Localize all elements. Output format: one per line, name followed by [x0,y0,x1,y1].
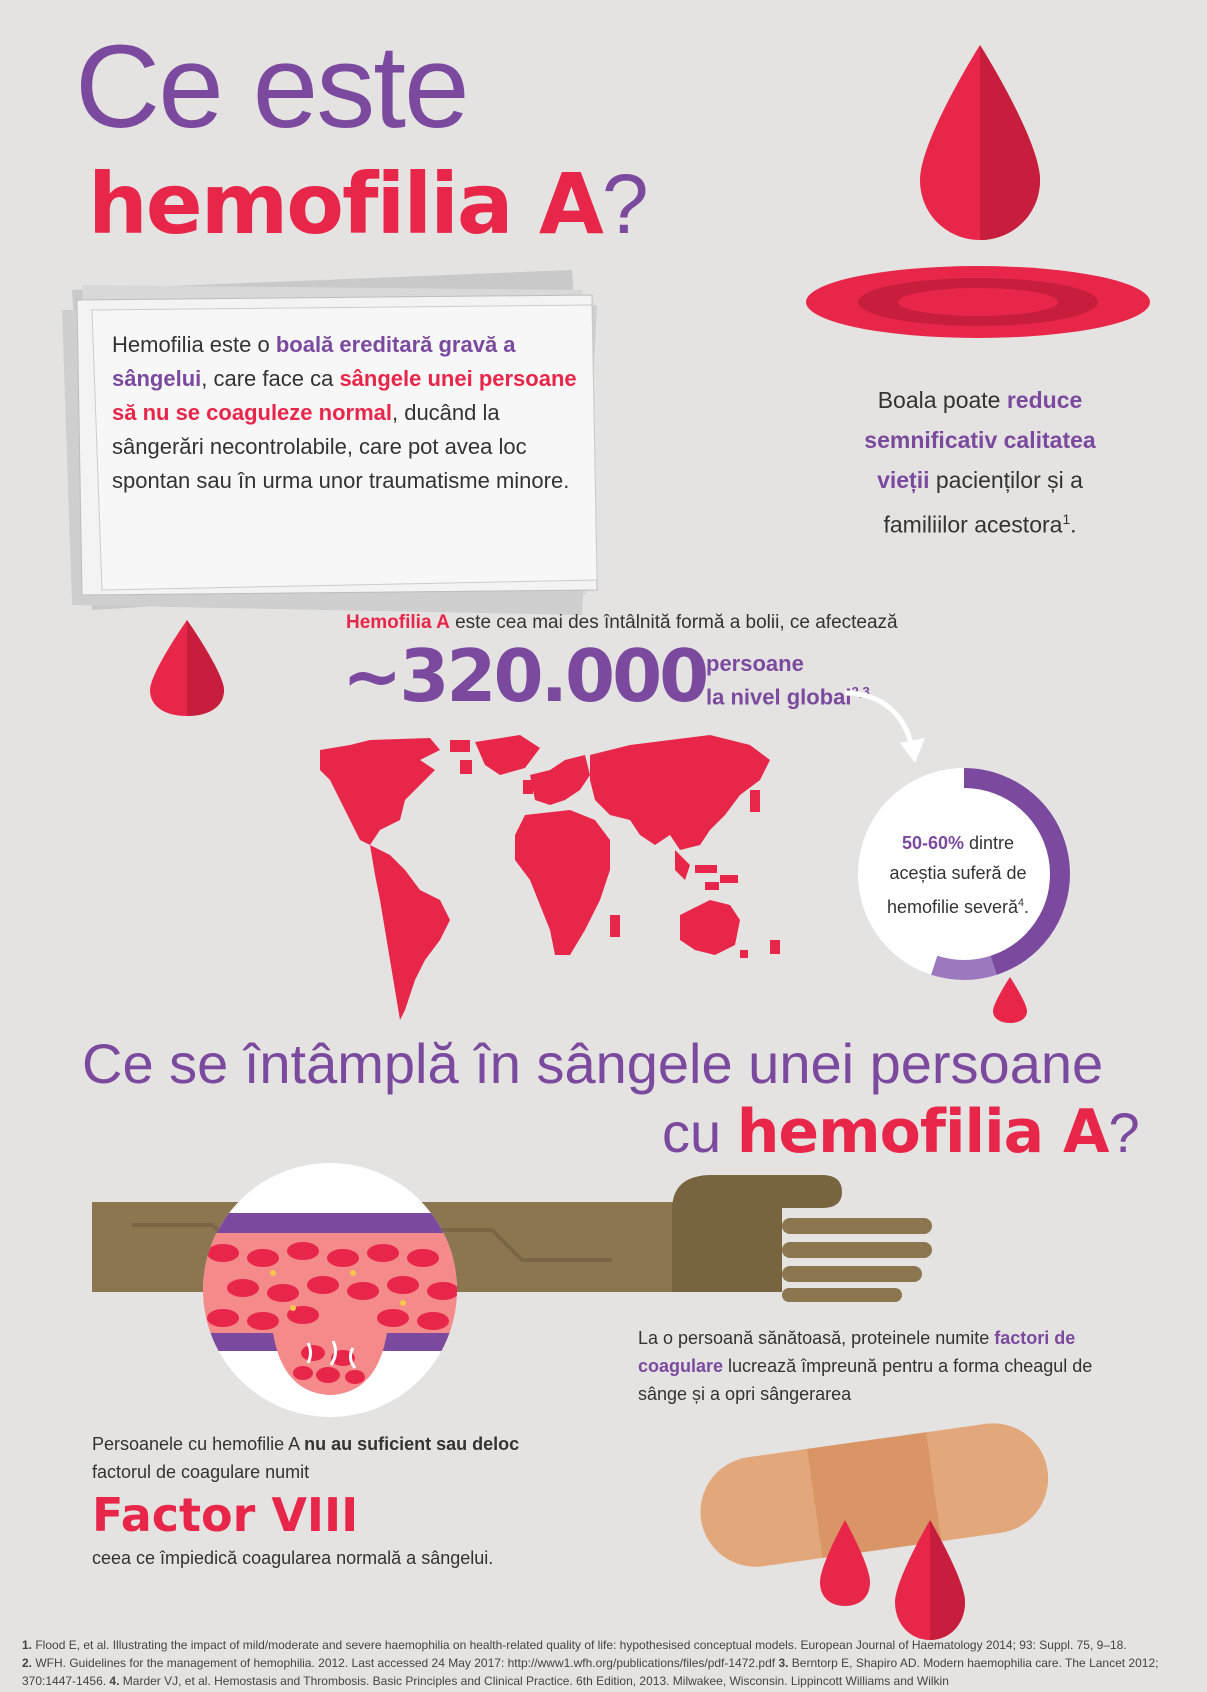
arrow-icon [840,688,930,768]
factor-p1: Persoanele cu hemofilie A [92,1434,305,1454]
prevalence-number: ~320.000 [342,634,707,718]
intro-p3: , ducând la sângerări necontrolabile, care pot avea loc spontan sau în urma unor traumatisme minore. [112,400,570,493]
quality-p2: pacienților și a familiilor acestora [883,467,1083,538]
ref4-num: 4. [109,1674,120,1688]
intro-text [112,328,582,498]
prevalence-unit2: la nivel global [706,684,852,710]
ref3-num: 3. [778,1656,789,1670]
prevalence-unit1: persoane [706,651,804,676]
prevalence-lead-text: este cea mai des întâlnită formă a bolii, ce afectează [449,612,898,633]
severity-end: . [1024,897,1030,917]
factor-highlight: nu au suficient sau deloc [304,1434,520,1454]
severity-t2: aceștia suferă de [889,863,1027,883]
prevalence-lead [346,612,898,634]
ref1-text: Flood E, et al. Illustrating the impact of mild/moderate and severe haemophilia on health-related quality of life: hypothesised conceptual models. European Journal of Haematology 2014; 93: Suppl. 75, 9–18. [32,1638,1127,1652]
ref3-text: Berntorp E, Shapiro AD. Modern haemophilia care. The Lancet 2012; 370:1447-1456. [22,1656,1159,1688]
blood-drop-icon [815,1510,985,1650]
intro-p2: , care face ca [201,366,340,391]
quality-text [835,380,1125,545]
quality-highlight: reduce semnificativ calitatea vieții [864,387,1096,493]
section2-hemofilia: hemofilia A [736,1097,1109,1167]
healthy-p1: La o persoană sănătoasă, proteinele numite [638,1328,995,1348]
blood-vessel-icon [203,1163,457,1417]
severity-pct: 50-60% [901,833,964,853]
quality-p1: Boala poate [877,387,1007,413]
ref2-text: WFH. Guidelines for the management of hemophilia. 2012. Last accessed 24 May 2017: http://www1.wfh.org/publications/files/pdf-1472.pdf [32,1656,779,1670]
healthy-highlight: factori de coagulare [638,1328,1076,1376]
section2-line1: Ce se întâmplă în sângele unei persoane [82,1032,1104,1095]
section2-line2 [662,1097,1140,1167]
healthy-p2: lucrează împreună pentru a forma cheagul de sânge și a opri sângerarea [638,1356,1093,1404]
blood-drop-icon [145,618,229,718]
title-line2 [88,155,647,253]
factor-intro [92,1430,552,1486]
quality-end: . [1070,511,1077,538]
quality-sup: 1 [1062,512,1071,527]
factor-name: Factor VIII [92,1488,359,1542]
prevalence-sup: 2,3 [851,684,870,699]
section2-qmark: ? [1108,1101,1140,1164]
intro-highlight-1: boală ereditară gravă a sângelui [112,332,516,391]
intro-highlight-2: sângele unei persoane să nu se coaguleze normal [112,366,577,425]
healthy-text [638,1324,1098,1408]
title-hemofilia: hemofilia A [88,155,602,253]
prevalence-lead-highlight: Hemofilia A [346,612,450,633]
title-line1: Ce este [75,21,468,153]
title-qmark: ? [601,157,647,251]
severity-t1: dintre [964,833,1015,853]
intro-p1: Hemofilia este o [112,332,276,357]
severity-sup: 4 [1018,897,1025,909]
section2-cu: cu [662,1101,737,1164]
world-map-icon [310,730,800,1020]
factor-p2: factorul de coagulare numit [92,1462,310,1482]
severity-text [868,828,1048,922]
references [22,1636,1192,1690]
blood-drop-icon [990,975,1030,1025]
blood-drop-icon [800,40,1170,340]
ref4-text: Marder VJ, et al. Hemostasis and Thrombosis. Basic Principles and Clinical Practice. 6th Edition, 2013. Milwakee, Wisconsin. Lippincott Williams and Wilkin [119,1674,949,1688]
factor-after: ceea ce împiedică coagularea normală a sângelui. [92,1548,494,1568]
severity-t3: hemofilie severă [886,897,1019,917]
ref1-num: 1. [22,1638,33,1652]
ref2-num: 2. [22,1656,33,1670]
